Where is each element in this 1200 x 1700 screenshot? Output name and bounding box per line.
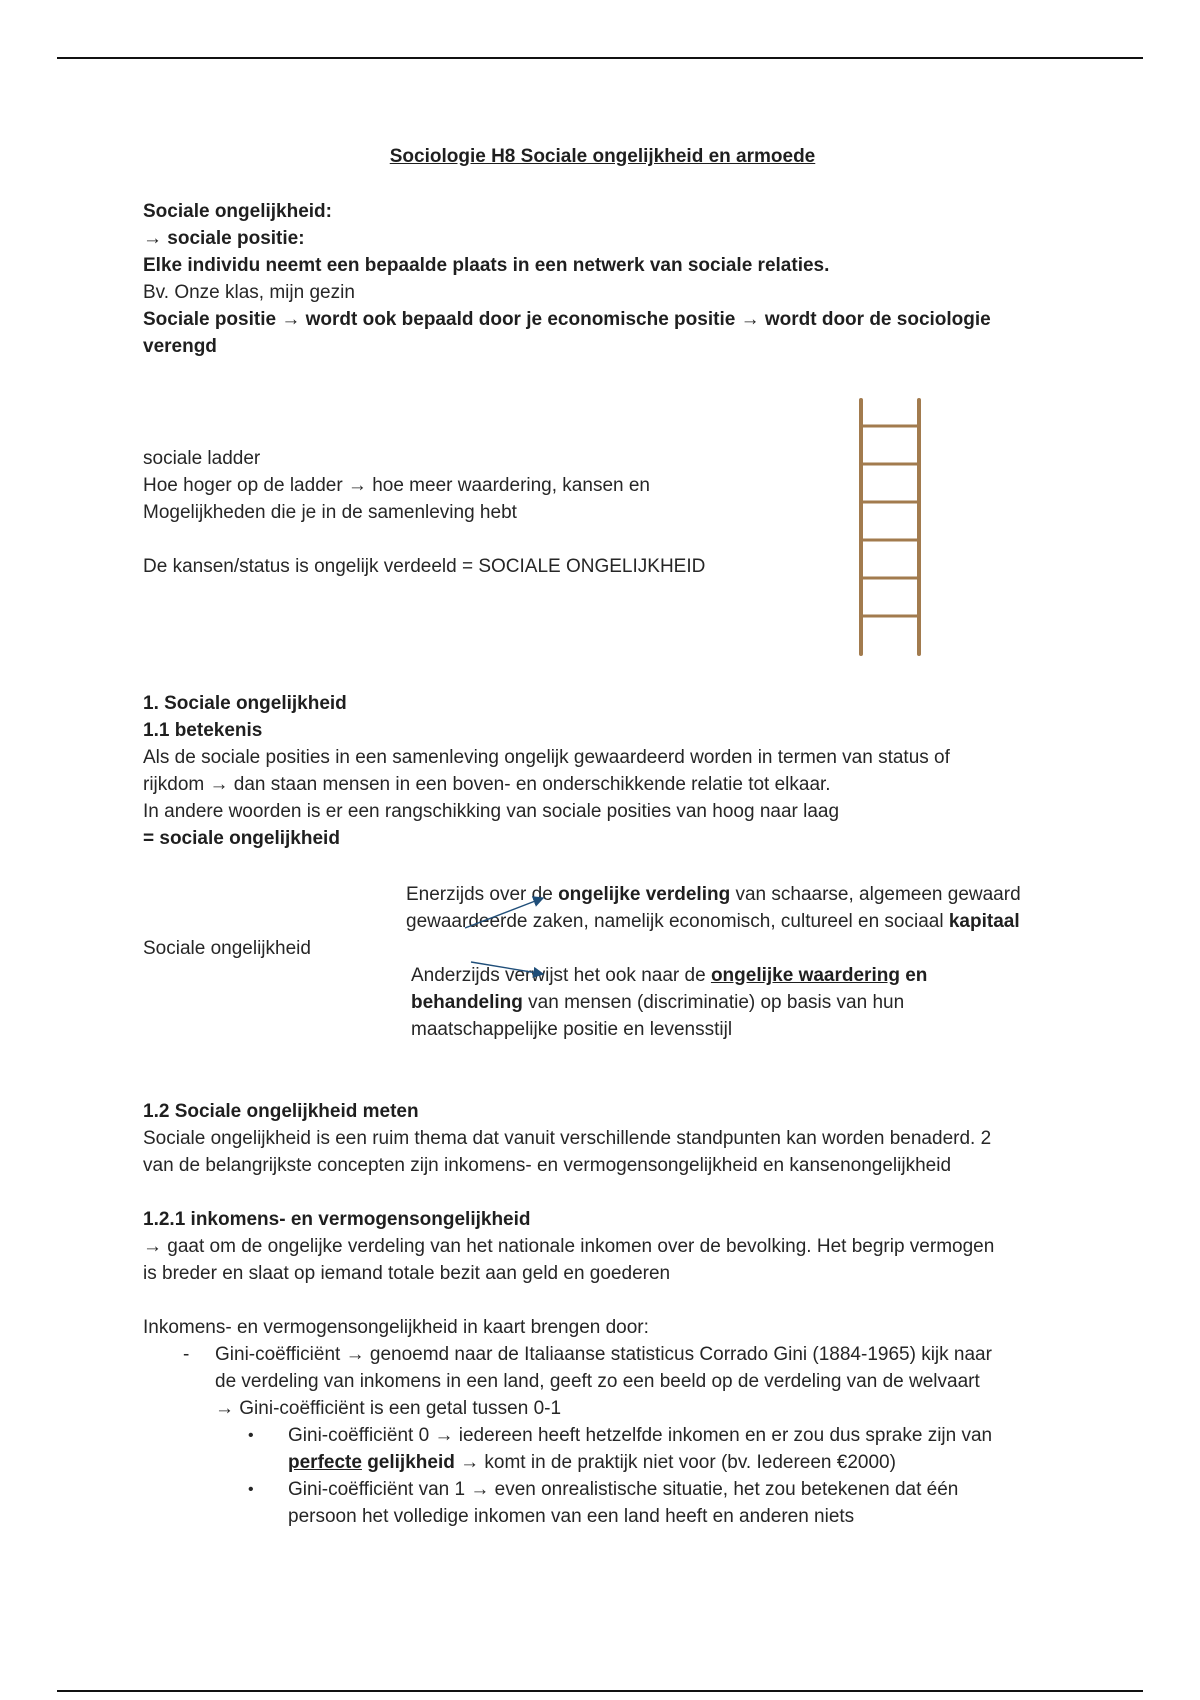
section-1-conclusion: = sociale ongelijkheid	[143, 828, 340, 849]
section-1-2-text: Sociale ongelijkheid is een ruim thema dat vanuit verschillende standpunten kan worden benaderd. 2	[143, 1128, 992, 1149]
section-1-heading: 1. Sociale ongelijkheid	[143, 693, 347, 714]
ladder-label: sociale ladder	[143, 448, 261, 469]
header-rule	[57, 57, 1143, 59]
section-1-2-heading: 1.2 Sociale ongelijkheid meten	[143, 1101, 419, 1122]
arrow-up	[465, 898, 543, 928]
intro-position-line-2: verengd	[143, 336, 217, 357]
list-item: • Gini-coëfficiënt 0 → iedereen heeft hetzelfde inkomen en er zou dus sprake zijn van perfecte gelijkheid → komt in de praktijk niet voor (bv. Iedereen €2000)	[143, 1422, 1083, 1476]
diagram-left-label: Sociale ongelijkheid	[143, 938, 311, 959]
section-1-text: rijkdom → dan staan mensen in een boven- en onderschikkende relatie tot elkaar.	[143, 774, 831, 795]
intro-heading: Sociale ongelijkheid:	[143, 201, 332, 222]
section-1-2-1-heading: 1.2.1 inkomens- en vermogensongelijkheid	[143, 1209, 531, 1230]
intro-arrow-label: → sociale positie:	[143, 228, 305, 249]
section-1-2	[143, 1098, 991, 1179]
section-1	[143, 690, 950, 852]
diagram-top-text: Enerzijds over de ongelijke verdeling van schaarse, algemeen gewaard gewaardeerde zaken, namelijk economisch, cultureel en sociaal kapitaal	[406, 884, 1021, 932]
page-title: Sociologie H8 Sociale ongelijkheid en armoede	[389, 146, 816, 167]
bullet-icon: •	[248, 1427, 254, 1444]
list-item: • Gini-coëfficiënt van 1 → even onrealistische situatie, het zou betekenen dat één persoon het volledige inkomen van een land heeft en anderen niets	[143, 1476, 1083, 1530]
section-1-2-1-text: → gaat om de ongelijke verdeling van het nationale inkomen over de bevolking. Het begrip vermogen	[143, 1236, 995, 1257]
intro-definition: Elke individu neemt een bepaalde plaats in een netwerk van sociale relaties.	[143, 255, 830, 276]
footer-rule	[57, 1690, 1143, 1692]
diagram-bottom-text: Anderzijds verwijst het ook naar de ongelijke waardering en behandeling van mensen (discriminatie) op basis van hun maatschappelijke positie en levensstijl	[411, 965, 928, 1040]
ladder-line-2: Mogelijkheden die je in de samenleving hebt	[143, 502, 517, 523]
ladder-icon	[855, 398, 925, 656]
section-1-text: Als de sociale posities in een samenleving ongelijk gewaardeerd worden in termen van status of	[143, 747, 950, 768]
bullet-icon: •	[248, 1481, 254, 1498]
list-item: - Gini-coëfficiënt → genoemd naar de Italiaanse statisticus Corrado Gini (1884-1965) kijk naar de verdeling van inkomens in een land, geeft zo een beeld op de verdeling van de welvaart → Gini-coëfficiënt is een getal tussen 0-1	[143, 1341, 1083, 1422]
diagram-arrows	[463, 890, 553, 990]
ladder-conclusion: De kansen/status is ongelijk verdeeld = SOCIALE ONGELIJKHEID	[143, 556, 706, 577]
intro-example: Bv. Onze klas, mijn gezin	[143, 282, 355, 303]
section-1-2-text: van de belangrijkste concepten zijn inkomens- en vermogensongelijkheid en kansenongelijkheid	[143, 1155, 952, 1176]
intro-position-line: Sociale positie → wordt ook bepaald door je economische positie → wordt door de sociologie	[143, 309, 991, 330]
section-1-2-1	[143, 1206, 1083, 1530]
list-dash: -	[183, 1344, 190, 1365]
ladder-line: Hoe hoger op de ladder → hoe meer waardering, kansen en	[143, 475, 650, 496]
measure-intro: Inkomens- en vermogensongelijkheid in kaart brengen door:	[143, 1317, 649, 1338]
arrow-down	[471, 962, 543, 974]
section-1-1-heading: 1.1 betekenis	[143, 720, 263, 741]
section-1-text: In andere woorden is er een rangschikking van sociale posities van hoog naar laag	[143, 801, 840, 822]
intro-block	[143, 198, 991, 360]
ladder-text-block	[143, 445, 705, 580]
section-1-2-1-text: is breder en slaat op iemand totale bezit aan geld en goederen	[143, 1263, 671, 1284]
